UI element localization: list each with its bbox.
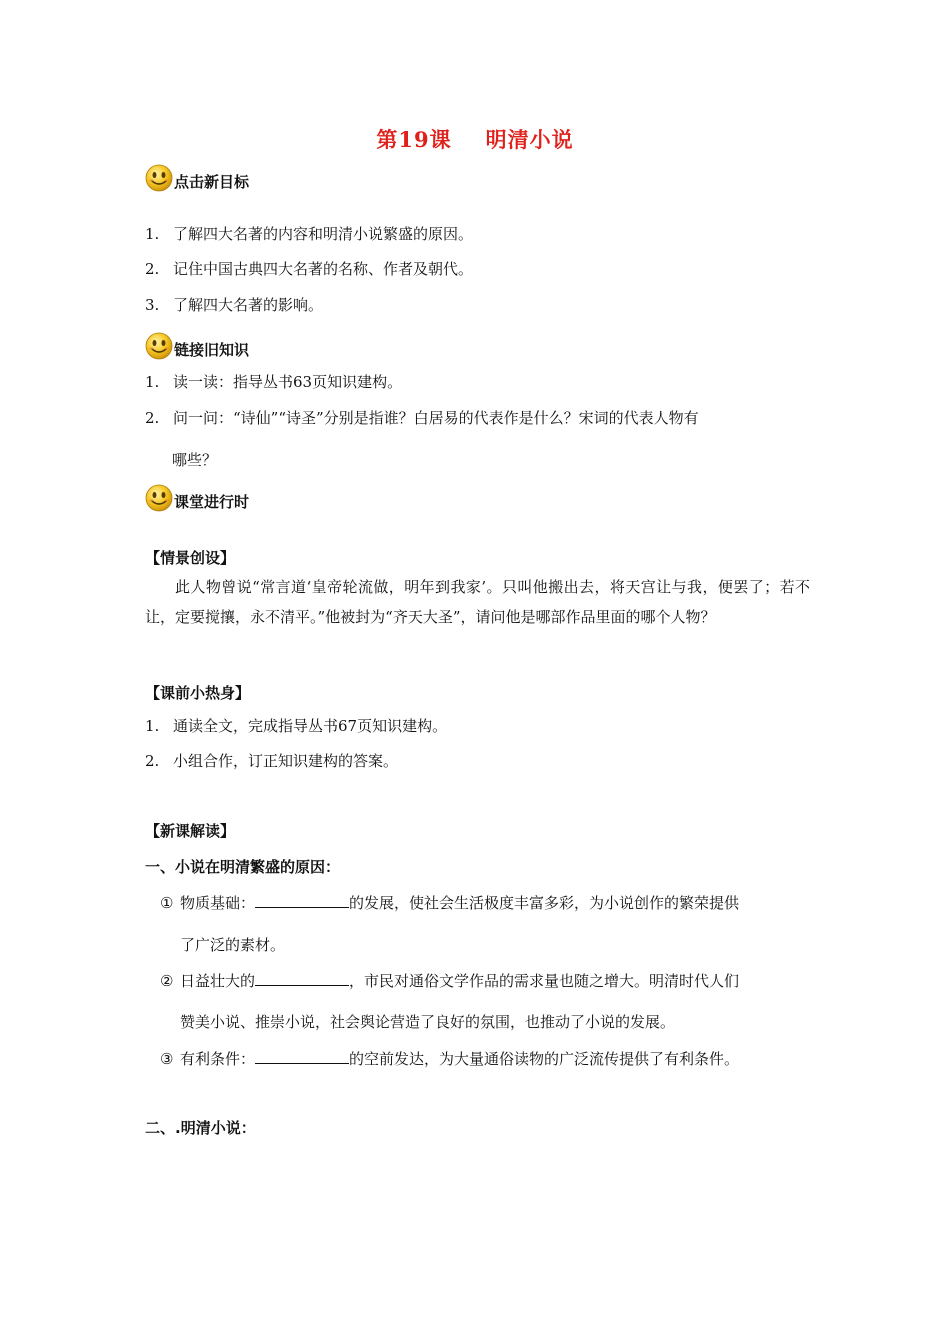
smiley-icon — [145, 332, 173, 360]
warmup-label: 【课前小热身】 — [145, 684, 251, 702]
reason-2-continued: 赞美小说、推崇小说，社会舆论营造了良好的氛围，也推动了小说的发展。 — [180, 1013, 676, 1031]
goal-item: 3. 了解四大名著的影响。 — [145, 296, 324, 314]
reason-1-continued: 了广泛的素材。 — [180, 936, 286, 954]
scene-paragraph: 此人物曾说“常言道‘皇帝轮流做，明年到我家’。只叫他搬出去，将天宫让与我，便罢了；若不让，定要搅攘，永不清平。”他被封为“齐天大圣”，请问他是哪部作品里面的哪个人物？ — [145, 578, 810, 626]
scene-label: 【情景创设】 — [145, 549, 236, 567]
goal-item: 1. 了解四大名著的内容和明清小说繁盛的原因。 — [145, 225, 474, 243]
goals-heading: 点击新目标 — [145, 162, 249, 192]
review-item: 2. 问一问：“诗仙”“诗圣”分别是指谁？白居易的代表作是什么？宋词的代表人物有 — [145, 409, 699, 427]
goal-item: 2. 记住中国古典四大名著的名称、作者及朝代。 — [145, 260, 474, 278]
newlesson-label: 【新课解读】 — [145, 822, 236, 840]
part1-heading: 一、小说在明清繁盛的原因： — [145, 858, 341, 876]
warmup-item: 2. 小组合作，订正知识建构的答案。 — [145, 752, 399, 770]
smiley-icon — [145, 484, 173, 512]
lesson-number: 第19课 — [376, 127, 452, 152]
fill-blank[interactable] — [255, 1048, 349, 1064]
reason-2: ② 日益壮大的 ，市民对通俗文学作品的需求量也随之增大。明清时代人们 — [160, 972, 740, 990]
part2-heading: 二、.明清小说： — [145, 1119, 256, 1137]
classroom-heading: 课堂进行时 — [145, 482, 249, 512]
page-title — [0, 124, 950, 154]
reason-3: ③ 有利条件： 的空前发达，为大量通俗读物的广泛流传提供了有利条件。 — [160, 1050, 740, 1068]
lesson-name: 明清小说 — [485, 127, 574, 152]
review-item-continued: 哪些？ — [172, 451, 218, 469]
smiley-icon — [145, 164, 173, 192]
warmup-item: 1. 通读全文，完成指导丛书67页知识建构。 — [145, 717, 448, 735]
reason-1: ① 物质基础： 的发展，使社会生活极度丰富多彩，为小说创作的繁荣提供 — [160, 894, 740, 912]
fill-blank[interactable] — [255, 970, 349, 986]
review-item: 1. 读一读：指导丛书63页知识建构。 — [145, 373, 403, 391]
fill-blank[interactable] — [255, 892, 349, 908]
review-heading: 链接旧知识 — [145, 330, 249, 360]
